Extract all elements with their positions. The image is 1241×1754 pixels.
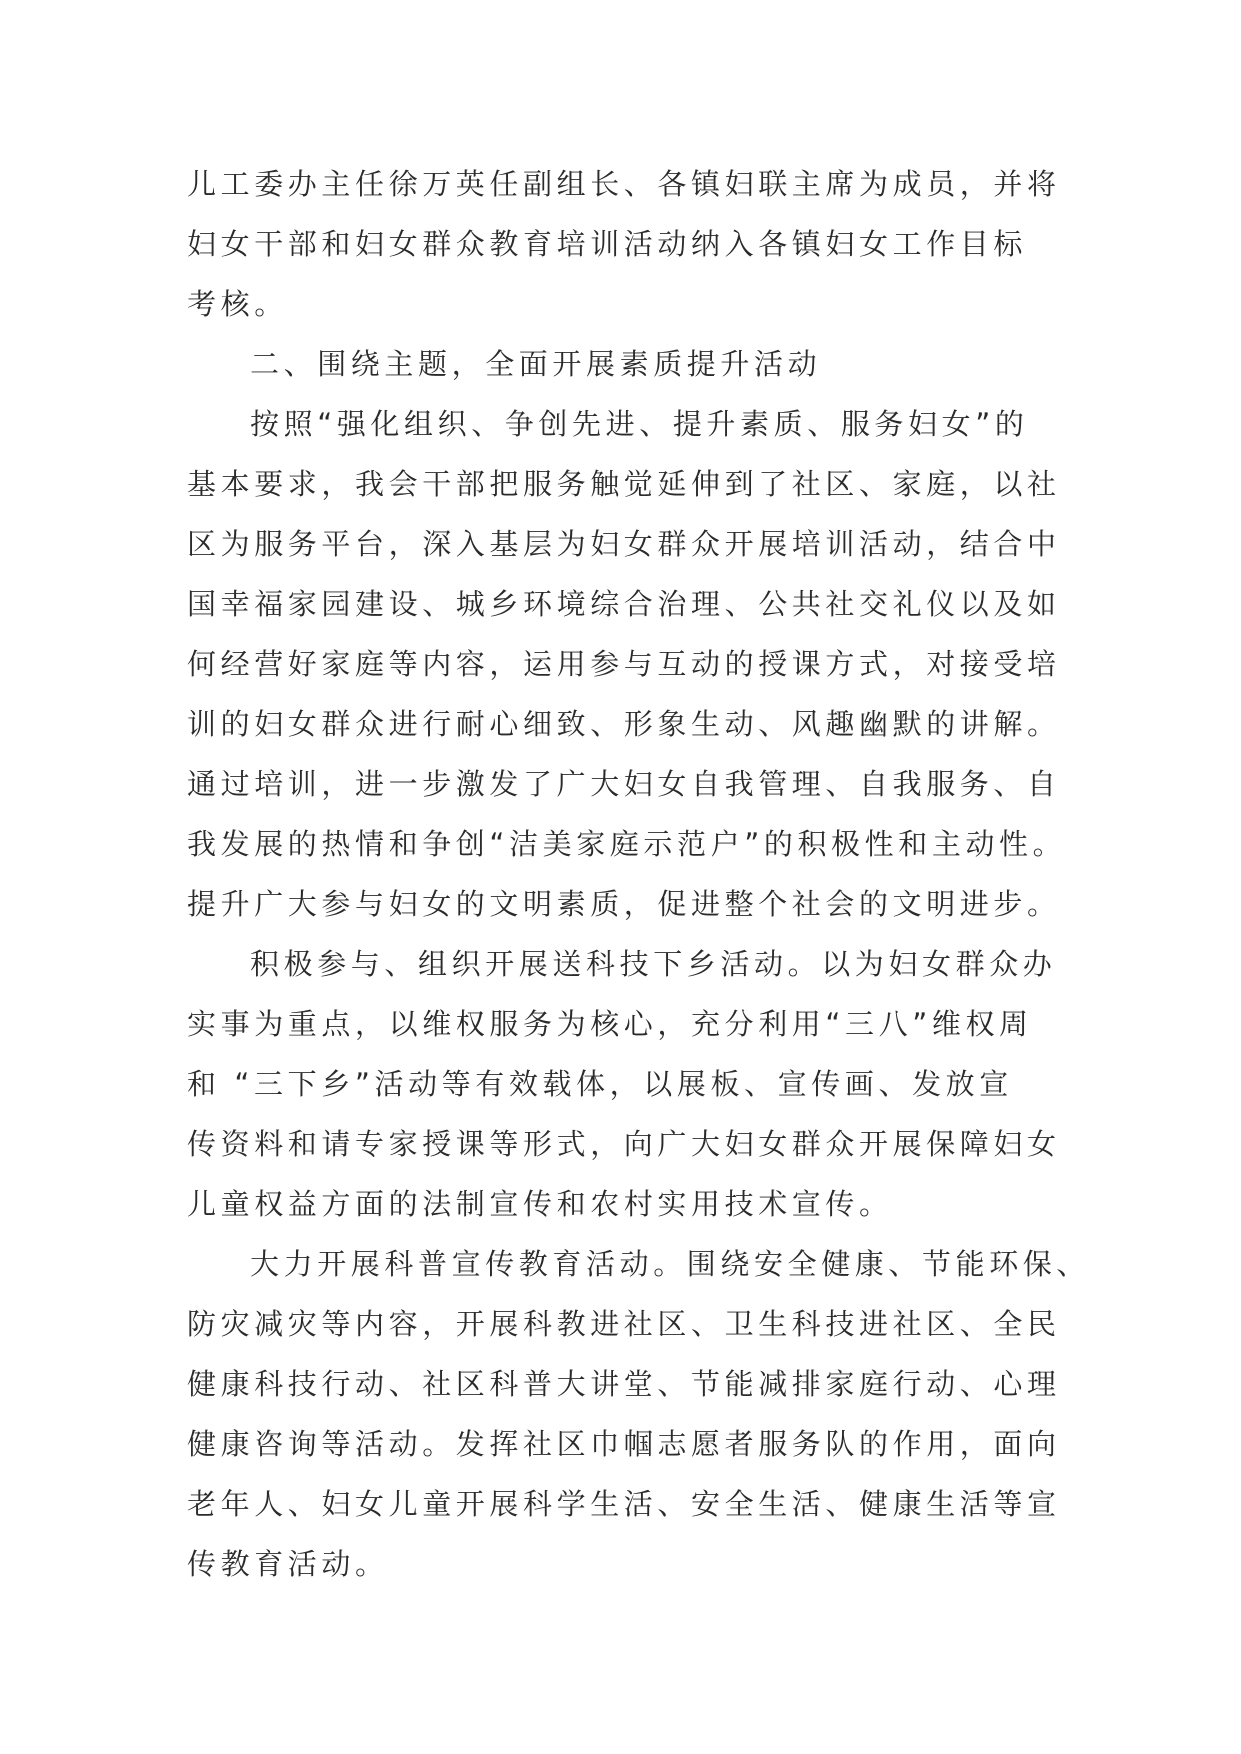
text-line: 实事为重点，以维权服务为核心，充分利用“三八”维权周 xyxy=(187,1007,1033,1041)
section-heading: 二、围绕主题，全面开展素质提升活动 xyxy=(250,347,822,381)
text-line: 健康科技行动、社区科普大讲堂、节能减排家庭行动、心理 xyxy=(187,1367,1061,1401)
text-line: 大力开展科普宣传教育活动。围绕安全健康、节能环保、 xyxy=(250,1247,1091,1281)
text-line: 考核。 xyxy=(187,287,288,321)
document-body xyxy=(187,154,1091,1594)
text-line: 区为服务平台，深入基层为妇女群众开展培训活动，结合中 xyxy=(187,527,1061,561)
text-line: 老年人、妇女儿童开展科学生活、安全生活、健康生活等宣 xyxy=(187,1487,1061,1521)
text-line: 和 “三下乡”活动等有效载体，以展板、宣传画、发放宣 xyxy=(187,1067,1013,1101)
text-line: 何经营好家庭等内容，运用参与互动的授课方式，对接受培 xyxy=(187,647,1061,681)
text-line: 我发展的热情和争创“洁美家庭示范户”的积极性和主动性。 xyxy=(187,827,1067,861)
text-line: 积极参与、组织开展送科技下乡活动。以为妇女群众办 xyxy=(250,947,1057,981)
text-line: 妇女干部和妇女群众教育培训活动纳入各镇妇女工作目标 xyxy=(187,227,1028,261)
text-line: 国幸福家园建设、城乡环境综合治理、公共社交礼仪以及如 xyxy=(187,587,1061,621)
text-line: 基本要求，我会干部把服务触觉延伸到了社区、家庭，以社 xyxy=(187,467,1061,501)
text-line: 儿工委办主任徐万英任副组长、各镇妇联主席为成员，并将 xyxy=(187,167,1061,201)
text-line: 训的妇女群众进行耐心细致、形象生动、风趣幽默的讲解。 xyxy=(187,707,1061,741)
text-line: 传教育活动。 xyxy=(187,1547,389,1581)
text-line: 按照“强化组织、争创先进、提升素质、服务妇女”的 xyxy=(250,407,1029,441)
text-line: 传资料和请专家授课等形式，向广大妇女群众开展保障妇女 xyxy=(187,1127,1061,1161)
text-line: 防灾减灾等内容，开展科教进社区、卫生科技进社区、全民 xyxy=(187,1307,1061,1341)
text-line: 健康咨询等活动。发挥社区巾帼志愿者服务队的作用，面向 xyxy=(187,1427,1061,1461)
text-line: 儿童权益方面的法制宣传和农村实用技术宣传。 xyxy=(187,1187,893,1221)
text-line: 提升广大参与妇女的文明素质，促进整个社会的文明进步。 xyxy=(187,887,1061,921)
text-line: 通过培训，进一步激发了广大妇女自我管理、自我服务、自 xyxy=(187,767,1061,801)
